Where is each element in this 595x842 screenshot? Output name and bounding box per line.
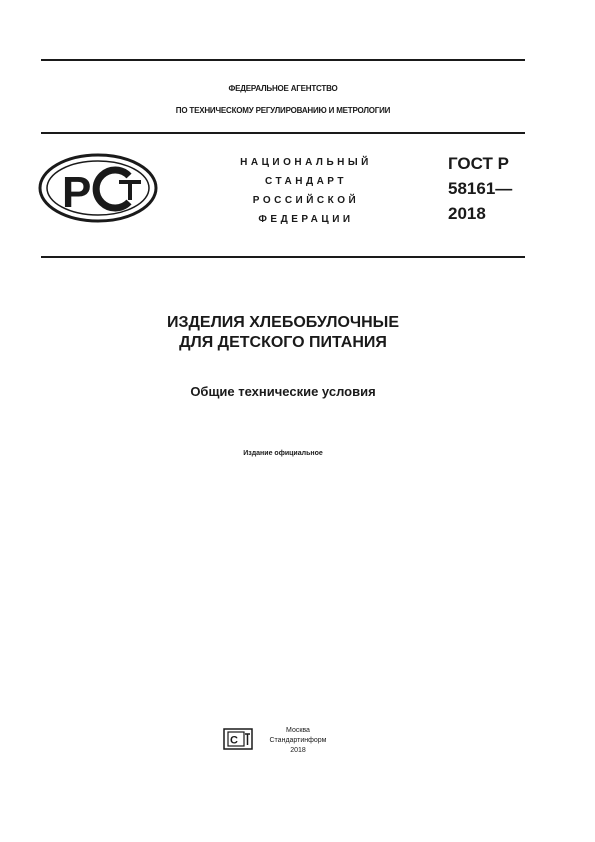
standard-code (448, 151, 512, 226)
publisher-year: 2018 (290, 747, 306, 754)
svg-text:С: С (230, 734, 238, 747)
agency-line-2: ПО ТЕХНИЧЕСКОМУ РЕГУЛИРОВАНИЮ И МЕТРОЛОГИИ (175, 106, 391, 115)
document-title (41, 313, 525, 353)
standartinform-logo-icon (223, 728, 253, 750)
publisher-city: Москва (286, 727, 310, 734)
title-line-2: ДЛЯ ДЕТСКОГО ПИТАНИЯ (179, 334, 387, 351)
gost-r-logo-icon (37, 152, 159, 224)
publisher-info (258, 726, 338, 756)
title-line-1: ИЗДЕЛИЯ ХЛЕБОБУЛОЧНЫЕ (166, 314, 400, 331)
document-subtitle: Общие технические условия (190, 384, 376, 399)
publisher-name: Стандартинформ (269, 737, 327, 744)
national-standard-label (216, 153, 396, 229)
standard-line-2: СТАНДАРТ (265, 176, 347, 187)
standard-line-1: НАЦИОНАЛЬНЫЙ (240, 157, 372, 168)
standard-line-4: ФЕДЕРАЦИИ (258, 214, 354, 225)
standard-line-3: РОССИЙСКОЙ (252, 195, 360, 206)
agency-line-1: ФЕДЕРАЛЬНОЕ АГЕНТСТВО (228, 84, 338, 93)
upper-rule (41, 132, 525, 134)
top-rule (41, 59, 525, 61)
standard-code-line-2: 58161— (448, 179, 513, 198)
edition-note: Издание официальное (243, 450, 323, 457)
standard-code-line-1: ГОСТ Р (448, 154, 509, 173)
svg-text:Р: Р (62, 168, 92, 217)
lower-rule (41, 256, 525, 258)
standard-code-line-3: 2018 (448, 204, 486, 223)
